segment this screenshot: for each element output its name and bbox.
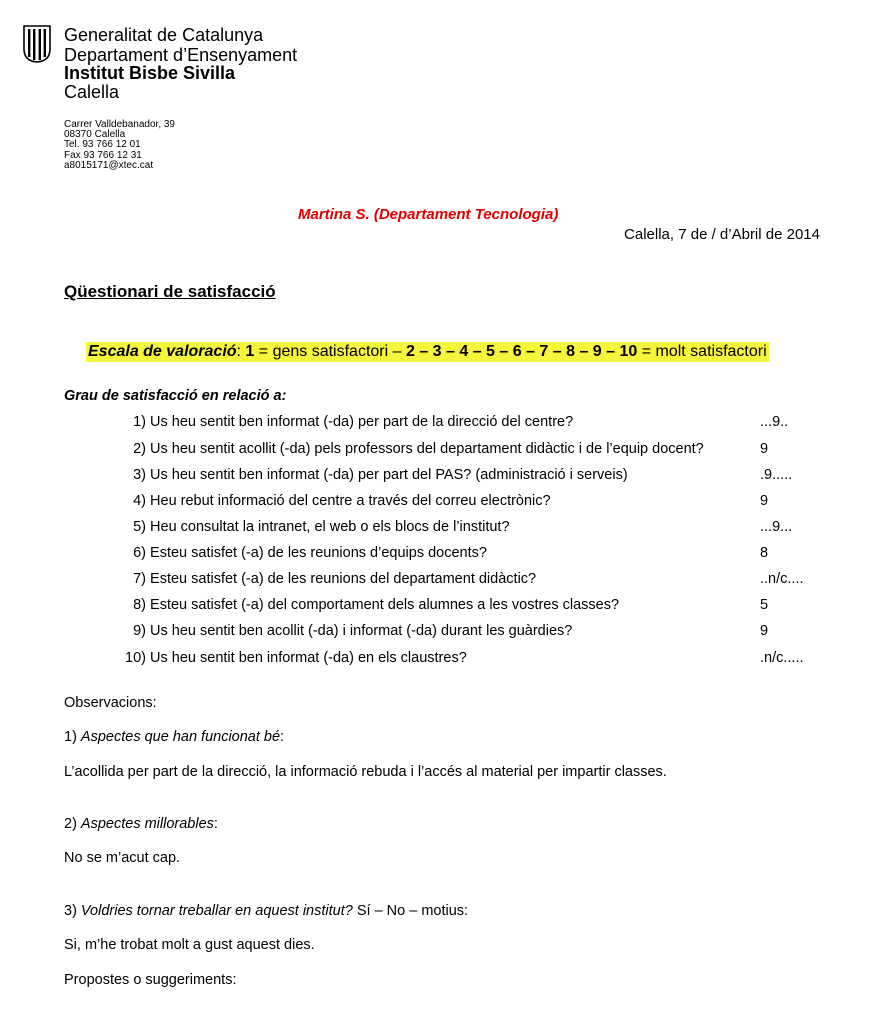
question-text: Esteu satisfet (-a) del comportament dels alumnes a les vostres classes? (150, 597, 620, 613)
question-text: Us heu sentit acollit (-da) pels professors del departament didàctic i de l’equip docent? (150, 441, 704, 457)
question-text: Esteu satisfet (-a) de les reunions d’equips docents? (150, 545, 487, 561)
section-2-colon: : (213, 816, 218, 832)
section-2-answer: No se m’acut cap. (64, 850, 181, 866)
proposals-heading: Propostes o suggeriments: (64, 972, 237, 988)
section-1-number: 1) (64, 729, 81, 745)
page-title: Qüestionari de satisfacció (64, 282, 276, 301)
scale-label: Escala de valoració (88, 343, 237, 360)
question-answer: 9 (760, 441, 769, 457)
scale-text-4: = molt satisfactori (637, 343, 767, 360)
question-text: Us heu sentit ben informat (-da) en els claustres? (150, 650, 467, 666)
question-answer: 9 (760, 623, 769, 639)
question-answer: 8 (760, 545, 769, 561)
scale-text-0: : (236, 343, 246, 360)
question-text: Esteu satisfet (-a) de les reunions del departament didàctic? (150, 571, 537, 587)
question-text: Heu rebut informació del centre a través del correu electrònic? (150, 493, 551, 509)
section-3-heading (64, 903, 468, 919)
section-2-number: 2) (64, 816, 81, 832)
question-number: 1) (133, 414, 146, 430)
question-text: Heu consultat la intranet, el web o els blocs de l’institut? (150, 519, 510, 535)
question-number: 8) (133, 597, 146, 613)
question-answer: 5 (760, 597, 769, 613)
section-3-answer: Si, m’he trobat molt a gust aquest dies. (64, 937, 315, 953)
question-text: Us heu sentit ben informat (-da) per part de la direcció del centre? (150, 414, 574, 430)
address-tel: Tel. 93 766 12 01 (64, 139, 141, 150)
question-answer: 9 (760, 493, 769, 509)
question-number: 5) (133, 519, 146, 535)
header-department: Departament d’Ensenyament (64, 45, 298, 65)
question-item (114, 441, 754, 457)
question-number: 6) (133, 545, 146, 561)
author-name: Martina S. (Departament Tecnologia) (298, 206, 559, 223)
question-answer: ...9.. (760, 414, 789, 430)
section-2-heading (64, 816, 218, 832)
section-3-number: 3) (64, 903, 81, 919)
question-item (114, 493, 754, 509)
header-town: Calella (64, 82, 120, 102)
address-fax: Fax 93 766 12 31 (64, 150, 142, 161)
question-item (114, 623, 754, 639)
section-3-options: Sí – No – motius: (352, 903, 469, 919)
question-number: 3) (133, 467, 146, 483)
question-item (114, 467, 754, 483)
question-answer: ...9... (760, 519, 793, 535)
generalitat-logo-icon (23, 25, 51, 63)
section-1-heading (64, 729, 284, 745)
scale-text-3: 2 – 3 – 4 – 5 – 6 – 7 – 8 – 9 – 10 (405, 343, 638, 360)
section-2-label: Aspectes millorables (80, 816, 214, 832)
observations-heading: Observacions: (64, 695, 157, 711)
question-item (114, 545, 754, 561)
question-number: 7) (133, 571, 146, 587)
section-1-answer: L’acollida per part de la direcció, la informació rebuda i l’accés al material per impartir classes. (64, 764, 667, 780)
question-text: Us heu sentit ben informat (-da) per part del PAS? (administració i serveis) (150, 467, 628, 483)
header-institute: Institut Bisbe Sivilla (64, 63, 236, 83)
question-number: 10) (125, 650, 146, 666)
rating-scale (86, 342, 769, 362)
question-item (114, 414, 754, 430)
header-org: Generalitat de Catalunya (64, 25, 264, 45)
question-number: 2) (133, 441, 146, 457)
section-3-label: Voldries tornar treballar en aquest institut? (80, 903, 353, 919)
question-item (114, 571, 754, 587)
question-number: 9) (133, 623, 146, 639)
address-street: Carrer Valldebanador, 39 (64, 119, 175, 130)
satisfaction-heading: Grau de satisfacció en relació a: (64, 388, 287, 404)
document-date: Calella, 7 de / d’Abril de 2014 (624, 226, 820, 243)
question-text: Us heu sentit ben acollit (-da) i informat (-da) durant les guàrdies? (150, 623, 573, 639)
question-item (114, 597, 754, 613)
scale-text-1: 1 (245, 343, 255, 360)
address-city: 08370 Calella (64, 129, 126, 140)
question-item (114, 519, 754, 535)
question-answer: ..n/c.... (760, 571, 804, 587)
section-1-colon: : (280, 729, 285, 745)
address-email: a8015171@xtec.cat (64, 160, 154, 171)
question-answer: .n/c..... (760, 650, 804, 666)
scale-text-2: = gens satisfactori – (254, 343, 406, 360)
question-answer: .9..... (760, 467, 793, 483)
section-1-label: Aspectes que han funcionat bé (80, 729, 281, 745)
question-number: 4) (133, 493, 146, 509)
question-item (114, 650, 754, 666)
